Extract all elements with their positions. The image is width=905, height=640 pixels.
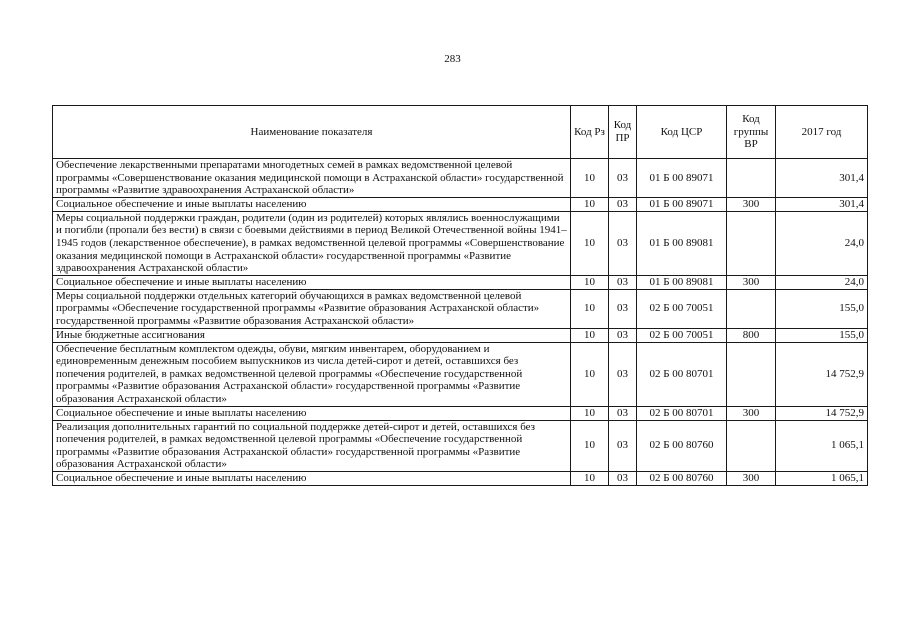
row-pr: 03 — [609, 197, 637, 211]
row-name: Обеспечение бесплатным комплектом одежды, обуви, мягким инвентарем, оборудованием и единовременным денежным пособием выпускников из числа детей-сирот и детей, оставшихся без попечения родителей, в рамках ведомственной целевой программы «Обеспечение государственной программы «Развитие образования Астраханской области» государственной программы «Развитие образования Астраханской области» — [53, 342, 571, 406]
table-row — [53, 275, 868, 289]
row-amount: 14 752,9 — [776, 342, 868, 406]
row-rz: 10 — [571, 342, 609, 406]
row-rz: 10 — [571, 406, 609, 420]
row-amount: 24,0 — [776, 275, 868, 289]
table-row — [53, 159, 868, 198]
row-vr — [727, 420, 776, 471]
row-csr: 02 Б 00 70051 — [637, 328, 727, 342]
row-rz: 10 — [571, 211, 609, 275]
header-year: 2017 год — [776, 106, 868, 159]
row-rz: 10 — [571, 275, 609, 289]
header-vr: Код группы ВР — [727, 106, 776, 159]
row-name: Реализация дополнительных гарантий по социальной поддержке детей-сирот и детей, оставшихся без попечения родителей, в рамках ведомственной целевой программы «Обеспечение государственной программы «Развитие образования Астраханской области» государственной программы «Развитие образования Астраханской области» — [53, 420, 571, 471]
row-rz: 10 — [571, 420, 609, 471]
row-vr: 300 — [727, 406, 776, 420]
row-vr — [727, 289, 776, 328]
table-header-row — [53, 106, 868, 159]
row-name: Обеспечение лекарственными препаратами многодетных семей в рамках ведомственной целевой программы «Совершенствование оказания медицинской помощи в Астраханской области» государственной программы «Развитие здравоохранения Астраханской области» — [53, 159, 571, 198]
row-pr: 03 — [609, 211, 637, 275]
table-row — [53, 471, 868, 485]
budget-table — [52, 105, 868, 486]
header-csr: Код ЦСР — [637, 106, 727, 159]
table-row — [53, 420, 868, 471]
row-name: Социальное обеспечение и иные выплаты населению — [53, 197, 571, 211]
row-csr: 02 Б 00 80701 — [637, 406, 727, 420]
row-rz: 10 — [571, 197, 609, 211]
row-vr — [727, 342, 776, 406]
page-number: 283 — [444, 53, 461, 65]
row-csr: 02 Б 00 80701 — [637, 342, 727, 406]
row-vr — [727, 211, 776, 275]
row-amount: 24,0 — [776, 211, 868, 275]
row-amount: 155,0 — [776, 328, 868, 342]
row-csr: 02 Б 00 80760 — [637, 471, 727, 485]
row-rz: 10 — [571, 328, 609, 342]
row-pr: 03 — [609, 420, 637, 471]
row-rz: 10 — [571, 471, 609, 485]
row-amount: 1 065,1 — [776, 420, 868, 471]
row-name: Меры социальной поддержки отдельных категорий обучающихся в рамках ведомственной целевой программы «Обеспечение государственной программы «Развитие образования Астраханской области» государственной программы «Развитие образования Астраханской области» — [53, 289, 571, 328]
row-amount: 1 065,1 — [776, 471, 868, 485]
row-amount: 14 752,9 — [776, 406, 868, 420]
header-name: Наименование показателя — [53, 106, 571, 159]
header-rz: Код Рз — [571, 106, 609, 159]
row-name: Социальное обеспечение и иные выплаты населению — [53, 275, 571, 289]
row-rz: 10 — [571, 289, 609, 328]
row-csr: 02 Б 00 80760 — [637, 420, 727, 471]
row-vr: 300 — [727, 471, 776, 485]
table-row — [53, 342, 868, 406]
table-row — [53, 406, 868, 420]
row-pr: 03 — [609, 471, 637, 485]
row-pr: 03 — [609, 159, 637, 198]
row-amount: 301,4 — [776, 197, 868, 211]
row-name: Социальное обеспечение и иные выплаты населению — [53, 471, 571, 485]
row-pr: 03 — [609, 275, 637, 289]
row-csr: 01 Б 00 89081 — [637, 211, 727, 275]
row-vr: 300 — [727, 197, 776, 211]
table-row — [53, 197, 868, 211]
row-amount: 301,4 — [776, 159, 868, 198]
header-pr: Код ПР — [609, 106, 637, 159]
row-name: Социальное обеспечение и иные выплаты населению — [53, 406, 571, 420]
row-amount: 155,0 — [776, 289, 868, 328]
row-rz: 10 — [571, 159, 609, 198]
row-pr: 03 — [609, 289, 637, 328]
table-row — [53, 211, 868, 275]
row-vr — [727, 159, 776, 198]
row-csr: 01 Б 00 89071 — [637, 159, 727, 198]
row-pr: 03 — [609, 328, 637, 342]
table-row — [53, 289, 868, 328]
row-name: Меры социальной поддержки граждан, родители (один из родителей) которых являлись военнослужащими и погибли (пропали без вести) в связи с боевыми действиями в период Великой Отечественной войны 1941–1945 годов (лекарственное обеспечение), в рамках ведомственной целевой программы «Совершенствование оказания медицинской помощи в Астраханской области» государственной программы «Развитие здравоохранения Астраханской области» — [53, 211, 571, 275]
row-name: Иные бюджетные ассигнования — [53, 328, 571, 342]
table-row — [53, 328, 868, 342]
row-vr: 300 — [727, 275, 776, 289]
row-csr: 01 Б 00 89071 — [637, 197, 727, 211]
row-pr: 03 — [609, 342, 637, 406]
row-vr: 800 — [727, 328, 776, 342]
row-csr: 01 Б 00 89081 — [637, 275, 727, 289]
row-csr: 02 Б 00 70051 — [637, 289, 727, 328]
row-pr: 03 — [609, 406, 637, 420]
